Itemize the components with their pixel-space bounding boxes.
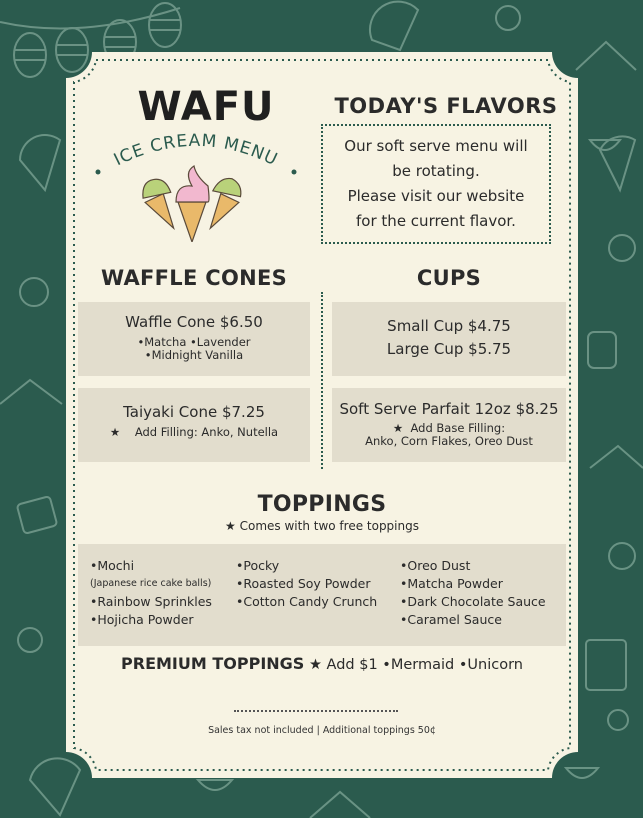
menu-subtitle: ICE CREAM MENU — [110, 130, 281, 171]
topping-item: •Dark Chocolate Sauce — [400, 594, 546, 609]
footer-divider — [234, 710, 398, 712]
taiyaki-cone-box — [78, 388, 310, 462]
footer-note: Sales tax not included | Additional toppings 50¢ — [208, 725, 436, 736]
toppings-box — [78, 544, 566, 646]
parfait-filling-options: Anko, Corn Flakes, Oreo Dust — [365, 434, 533, 448]
todays-flavors-heading: TODAY'S FLAVORS — [334, 94, 558, 118]
waffle-cones-heading: WAFFLE CONES — [100, 266, 288, 290]
premium-toppings — [66, 654, 578, 673]
brand-title: WAFU — [137, 84, 275, 130]
premium-heading: PREMIUM TOPPINGS — [121, 654, 305, 673]
flavor-line: Please visit our website — [347, 187, 525, 205]
parfait-name: Soft Serve Parfait 12oz $8.25 — [339, 400, 559, 418]
premium-item: •Unicorn — [458, 657, 523, 673]
large-cup: Large Cup $5.75 — [386, 340, 512, 358]
flavor-line: be rotating. — [392, 162, 480, 180]
topping-item: •Matcha Powder — [400, 576, 503, 591]
topping-item: •Mochi — [90, 558, 135, 573]
parfait-box — [332, 388, 566, 462]
todays-flavors-box — [321, 124, 551, 244]
waffle-cone-name: Waffle Cone $6.50 — [125, 313, 263, 331]
star-icon: ★ — [392, 421, 404, 435]
star-icon: ★ — [109, 425, 121, 439]
topping-item: •Hojicha Powder — [90, 612, 194, 627]
topping-note: (Japanese rice cake balls) — [90, 578, 212, 589]
menu-card — [66, 52, 578, 778]
waffle-cone-flavors: •Matcha •Lavender — [137, 335, 251, 349]
topping-item: •Caramel Sauce — [400, 612, 502, 627]
cups-heading: CUPS — [416, 266, 482, 290]
star-icon: ★ — [225, 519, 236, 533]
star-icon: ★ — [308, 657, 322, 673]
topping-item: •Roasted Soy Powder — [236, 576, 371, 591]
premium-price: Add $1 — [326, 657, 378, 673]
topping-item: •Oreo Dust — [400, 558, 471, 573]
premium-item: •Mermaid — [382, 657, 455, 673]
ice-cream-cones-illustration — [136, 162, 248, 242]
flavor-line: for the current flavor. — [356, 212, 516, 230]
topping-item: •Cotton Candy Crunch — [236, 594, 378, 609]
waffle-cone-flavors: •Midnight Vanilla — [144, 348, 244, 362]
small-cup: Small Cup $4.75 — [387, 317, 511, 335]
cups-box — [332, 302, 566, 376]
taiyaki-cone-name: Taiyaki Cone $7.25 — [123, 403, 265, 421]
taiyaki-filling: Add Filling: Anko, Nutella — [134, 425, 279, 439]
flavor-line: Our soft serve menu will — [344, 137, 528, 155]
waffle-cone-box — [78, 302, 310, 376]
topping-item: •Pocky — [236, 558, 280, 573]
column-divider — [321, 292, 323, 469]
parfait-filling-label: Add Base Filling: — [410, 421, 506, 435]
toppings-note: Comes with two free toppings — [239, 519, 419, 533]
toppings-heading: TOPPINGS — [257, 492, 387, 517]
topping-item: •Rainbow Sprinkles — [90, 594, 212, 609]
